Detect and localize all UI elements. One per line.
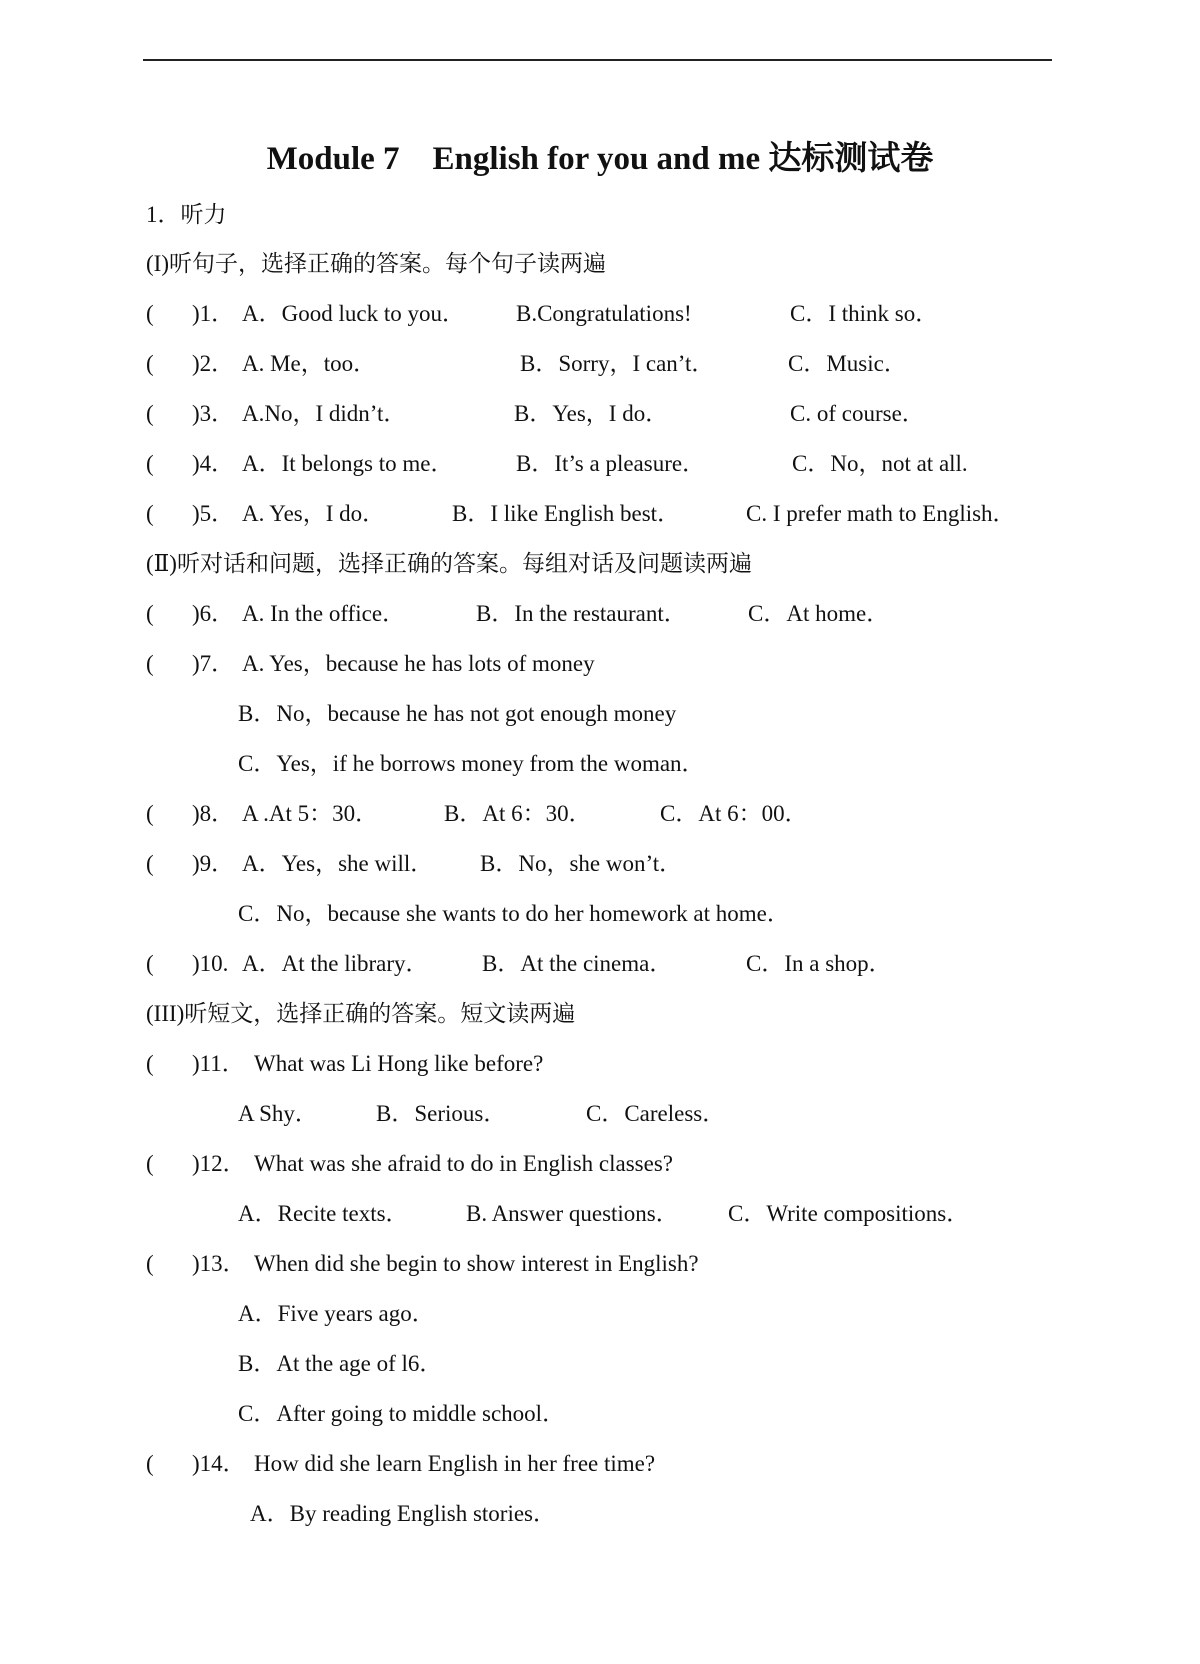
question-3 [146, 399, 1146, 429]
option-a: A.No，I didn’t． [242, 401, 407, 426]
question-stem: When did she begin to show interest in English? [254, 1251, 699, 1276]
option-b: B．Sorry，I can’t． [520, 351, 715, 376]
question-14-option-a: A．By reading English stories． [250, 1501, 556, 1526]
question-number: )14． [192, 1451, 246, 1476]
question-4 [146, 449, 1146, 479]
question-7-option-c: C．Yes，if he borrows money from the woman． [238, 751, 705, 776]
option-b: B.Congratulations! [516, 301, 692, 326]
option-c: C．I think so． [790, 301, 939, 326]
question-1 [146, 299, 1146, 329]
answer-bracket: ( [146, 351, 154, 376]
question-13-option-a: A．Five years ago． [238, 1301, 435, 1326]
question-number: )6． [192, 601, 235, 626]
answer-bracket: ( [146, 651, 154, 676]
page-title: Module 7 English for you and me 达标测试卷 [266, 141, 934, 177]
question-number: )8． [192, 801, 235, 826]
option-c: C. I prefer math to English． [746, 501, 1016, 526]
option-a: A．It belongs to me． [242, 451, 454, 476]
question-5 [146, 499, 1146, 529]
part1-heading: 1．听力 [146, 202, 227, 227]
question-10 [146, 949, 1146, 979]
section2-heading: (Ⅱ)听对话和问题，选择正确的答案。每组对话及问题读两遍 [146, 551, 752, 576]
answer-bracket: ( [146, 451, 154, 476]
option-a: A．Good luck to you． [242, 301, 465, 326]
question-number: )1． [192, 301, 235, 326]
answer-bracket: ( [146, 1251, 154, 1276]
answer-bracket: ( [146, 801, 154, 826]
answer-bracket: ( [146, 601, 154, 626]
question-12-option-b: B. Answer questions． [466, 1201, 679, 1226]
answer-bracket: ( [146, 1451, 154, 1476]
question-13-option-c: C．After going to middle school． [238, 1401, 566, 1426]
answer-bracket: ( [146, 951, 154, 976]
option-b: B．At the cinema． [482, 951, 673, 976]
section1-heading: (I)听句子，选择正确的答案。每个句子读两遍 [146, 251, 606, 276]
question-14 [146, 1449, 1146, 1479]
question-number: )13． [192, 1251, 246, 1276]
option-c: C．In a shop． [746, 951, 892, 976]
option-a: A．Yes，she will． [242, 851, 434, 876]
answer-bracket: ( [146, 301, 154, 326]
question-7 [146, 649, 1146, 679]
header-rule [143, 59, 1052, 61]
question-12-option-c: C．Write compositions． [728, 1201, 970, 1226]
question-stem: How did she learn English in her free time? [254, 1451, 656, 1476]
question-12 [146, 1149, 1146, 1179]
question-12-option-a: A．Recite texts． [238, 1201, 409, 1226]
question-number: )4． [192, 451, 235, 476]
question-number: )7． [192, 651, 235, 676]
question-13 [146, 1249, 1146, 1279]
question-stem: What was Li Hong like before? [254, 1051, 544, 1076]
option-a: A. Yes，I do． [242, 501, 386, 526]
option-b: B．In the restaurant． [476, 601, 687, 626]
question-11-option-b: B．Serious． [376, 1101, 507, 1126]
question-11-option-a: A Shy． [238, 1101, 318, 1126]
question-number: )5． [192, 501, 235, 526]
option-a: A．At the library． [242, 951, 429, 976]
question-11 [146, 1049, 1146, 1079]
section3-heading: (III)听短文，选择正确的答案。短文读两遍 [146, 1001, 576, 1026]
answer-bracket: ( [146, 401, 154, 426]
question-2 [146, 349, 1146, 379]
question-9 [146, 849, 1146, 879]
question-number: )12． [192, 1151, 246, 1176]
option-a: A .At 5：30． [242, 801, 379, 826]
answer-bracket: ( [146, 851, 154, 876]
option-b: B．I like English best． [452, 501, 681, 526]
option-c: C．At home． [748, 601, 890, 626]
question-stem: What was she afraid to do in English classes? [254, 1151, 673, 1176]
option-a: A. Yes，because he has lots of money [242, 651, 595, 676]
option-b: B．Yes，I do． [514, 401, 669, 426]
question-7-option-b: B．No，because he has not got enough money [238, 701, 677, 726]
option-b: B．No，she won’t． [480, 851, 683, 876]
question-number: )10. [192, 951, 229, 976]
answer-bracket: ( [146, 501, 154, 526]
option-b: B．It’s a pleasure． [516, 451, 706, 476]
question-13-option-b: B．At the age of l6． [238, 1351, 443, 1376]
question-6 [146, 599, 1146, 629]
question-number: )11． [192, 1051, 245, 1076]
option-a: A. Me，too． [242, 351, 377, 376]
question-9-option-c: C．No，because she wants to do her homework at home． [238, 901, 790, 926]
option-c: C. of course． [790, 401, 925, 426]
option-b: B．At 6：30． [444, 801, 592, 826]
question-number: )2． [192, 351, 235, 376]
option-c: C．Music． [788, 351, 907, 376]
question-number: )9． [192, 851, 235, 876]
option-c: C．At 6：00． [660, 801, 808, 826]
question-8 [146, 799, 1146, 829]
answer-bracket: ( [146, 1051, 154, 1076]
option-a: A. In the office． [242, 601, 406, 626]
question-number: )3． [192, 401, 235, 426]
answer-bracket: ( [146, 1151, 154, 1176]
question-11-option-c: C．Careless． [586, 1101, 726, 1126]
option-c: C．No，not at all. [792, 451, 968, 476]
